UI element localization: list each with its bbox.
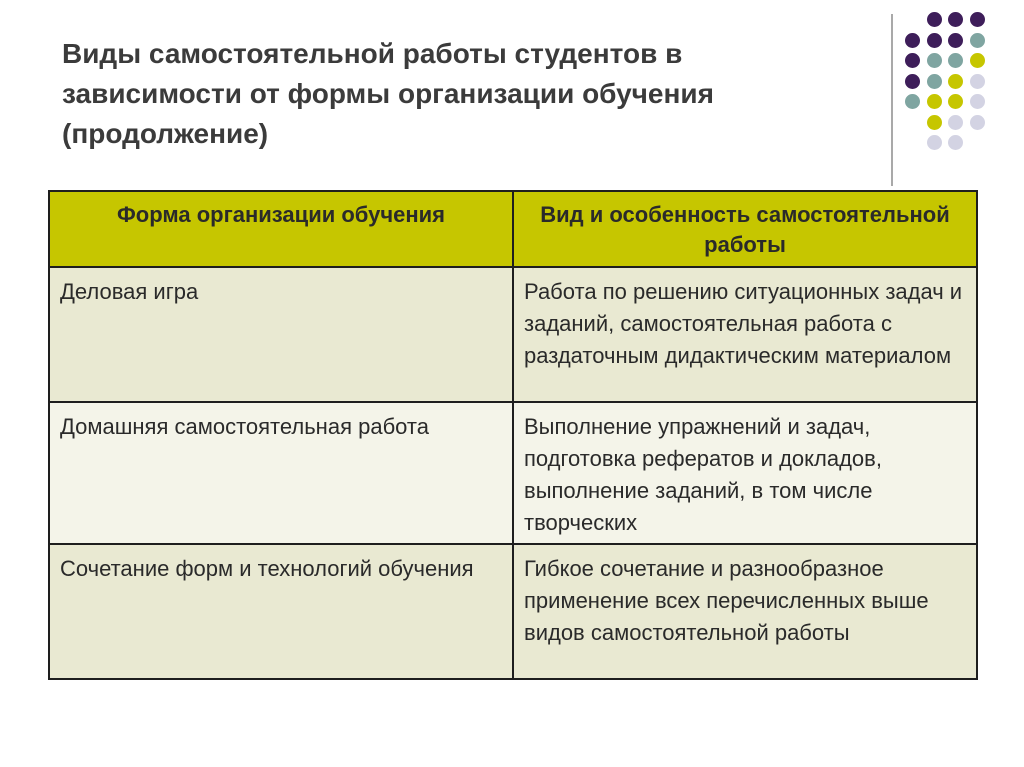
decorative-dot-icon [927,135,942,150]
table-cell-kind: Выполнение упражнений и задач, подготовка рефератов и докладов, выполнение заданий, в том числе творческих [513,402,977,544]
table-cell-form: Домашняя самостоятельная работа [49,402,513,544]
decorative-dot-icon [927,33,942,48]
table-cell-kind: Работа по решению ситуационных задач и заданий, самостоятельная работа с раздаточным дидактическим материалом [513,267,977,402]
table-row [49,544,977,679]
decorative-dot-icon [927,12,942,27]
table-row [49,267,977,402]
table-header-kind: Вид и особенность самостоятельной работы [513,191,977,267]
table-cell-form: Сочетание форм и технологий обучения [49,544,513,679]
table-header-form: Форма организации обучения [49,191,513,267]
decorative-dot-grid-icon [905,12,1005,167]
table-cell-kind: Гибкое сочетание и разнообразное применение всех перечисленных выше видов самостоятельной работы [513,544,977,679]
table-cell-form: Деловая игра [49,267,513,402]
decorative-dot-icon [970,115,985,130]
decorative-dot-icon [948,33,963,48]
decorative-dot-icon [927,94,942,109]
decorative-dot-icon [970,53,985,68]
decorative-dot-icon [905,74,920,89]
decorative-dot-icon [970,12,985,27]
slide-title-line-2: зависимости от формы организации обучения [62,78,714,109]
decorative-dot-icon [948,115,963,130]
decorative-dot-icon [927,74,942,89]
table-row [49,402,977,544]
table-header-row [49,191,977,267]
decorative-dot-icon [970,94,985,109]
decorative-dot-icon [927,53,942,68]
decorative-dot-icon [970,33,985,48]
decorative-divider [891,14,893,186]
slide-title-line-3: (продолжение) [62,118,269,149]
decorative-dot-icon [948,135,963,150]
decorative-dot-icon [948,53,963,68]
slide-title [62,34,882,154]
decorative-dot-icon [948,12,963,27]
decorative-dot-icon [927,115,942,130]
slide-title-line-1: Виды самостоятельной работы студентов в [62,38,683,69]
decorative-dot-icon [905,33,920,48]
decorative-dot-icon [948,74,963,89]
decorative-dot-icon [905,94,920,109]
decorative-dot-icon [948,94,963,109]
decorative-dot-icon [970,74,985,89]
work-types-table [48,190,978,680]
decorative-dot-icon [905,53,920,68]
